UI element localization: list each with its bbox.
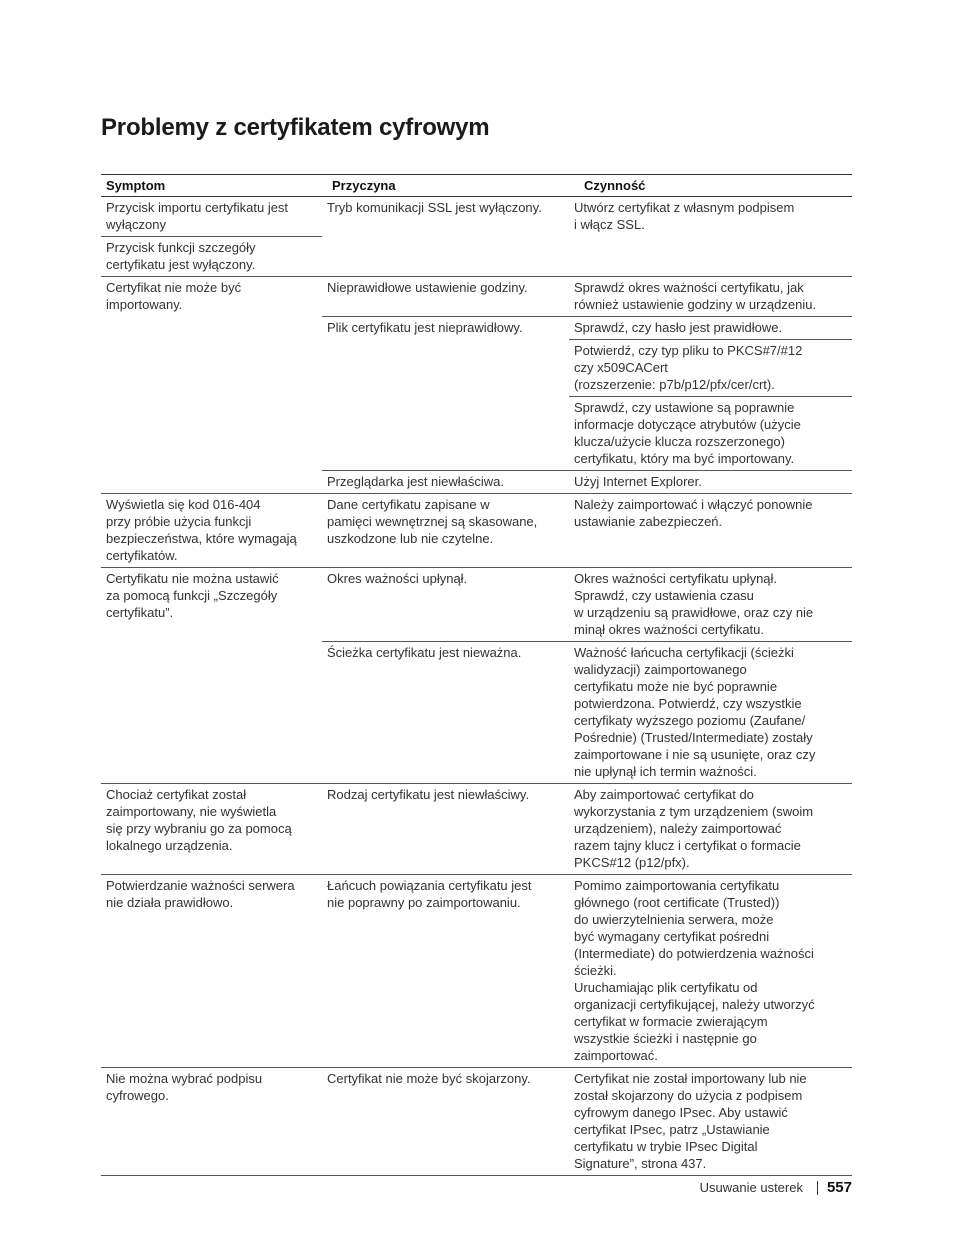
action-list [569,317,852,470]
text-line: Certyfikat nie został importowany lub nie [574,1071,807,1086]
text-line: wykorzystania z tym urządzeniem (swoim [574,804,814,819]
cause-cell [322,642,569,783]
text-line: bezpieczeństwa, które wymagają [106,531,297,546]
symptom-cell [101,277,322,316]
cause-cell [322,277,569,316]
action-cell [569,339,852,396]
action-cell [569,471,852,493]
symptom-column [101,784,322,874]
text-line: Sprawdź, czy hasło jest prawidłowe. [574,320,783,335]
text-line: przy próbie użycia funkcji [106,514,252,529]
action-list [569,784,852,874]
text-line: (rozszerzenie: p7b/p12/pfx/cer/crt). [574,377,775,392]
action-list [569,568,852,641]
action-cell [569,784,852,874]
header-symptom: Symptom [106,178,166,193]
text-line: Łańcuch powiązania certyfikatu jest [327,878,532,893]
symptom-cell [101,494,322,567]
text-line: Nieprawidłowe ustawienie godziny. [327,280,528,295]
text-line: (Intermediate) do potwierdzenia ważności [574,946,814,961]
action-list [569,471,852,493]
cause-row [322,568,852,641]
text-line: wszystkie ścieżki i następnie go [574,1031,757,1046]
text-line: Okres ważności upłynął. [327,571,468,586]
text-line: nie działa prawidłowo. [106,895,234,910]
symptom-cell [101,236,322,276]
text-line: organizacji certyfikującej, należy utworzyć [574,997,815,1012]
table-row-group [101,875,852,1068]
text-line: za pomocą funkcji „Szczegóły [106,588,278,603]
text-line: Certyfikat nie może być skojarzony. [327,1071,531,1086]
text-line: informacje dotyczące atrybutów (użycie [574,417,801,432]
action-list [569,642,852,783]
text-line: Okres ważności certyfikatu upłynął. [574,571,778,586]
symptom-column [101,875,322,1067]
symptom-cell [101,568,322,624]
text-line: importowany. [106,297,183,312]
cause-action-column [322,277,852,493]
symptom-cell [101,875,322,914]
cause-cell [322,1068,569,1175]
text-line: Ścieżka certyfikatu jest nieważna. [327,645,522,660]
text-line: lokalnego urządzenia. [106,838,233,853]
text-line: walidyzacji) zaimportowanego [574,662,747,677]
text-line: zaimportować. [574,1048,658,1063]
symptom-cell [101,784,322,857]
action-cell [569,277,852,316]
text-line: ustawianie zabezpieczeń. [574,514,723,529]
action-cell [569,494,852,533]
troubleshooting-table [101,174,852,1176]
text-line: zaimportowane i nie są usunięte, oraz czy [574,747,816,762]
table-row-group [101,568,852,784]
text-line: certyfikatu, który ma być importowany. [574,451,795,466]
text-line: głównego (root certificate (Trusted)) [574,895,780,910]
action-list [569,875,852,1067]
table-row-group [101,784,852,875]
action-cell [569,317,852,339]
text-line: Sprawdź, czy ustawienia czasu [574,588,754,603]
cause-action-column [322,568,852,783]
text-line: Uruchamiając plik certyfikatu od [574,980,758,995]
table-row-group [101,197,852,277]
action-list [569,494,852,550]
text-line: wyłączony [106,217,166,232]
text-line: Signature”, strona 437. [574,1156,707,1171]
symptom-column [101,1068,322,1175]
cause-row [322,641,852,783]
action-cell [569,197,852,236]
action-cell [569,1068,852,1175]
cause-cell [322,568,569,641]
text-line: Użyj Internet Explorer. [574,474,702,489]
table-row-group [101,277,852,494]
text-line: został skojarzony do użycia z podpisem [574,1088,803,1103]
action-cell [569,875,852,1067]
text-line: uszkodzone lub nie czytelne. [327,531,494,546]
action-cell [569,642,852,783]
text-line: certyfikatu”. [106,605,174,620]
text-line: Tryb komunikacji SSL jest wyłączony. [327,200,542,215]
text-line: w urządzeniu są prawidłowe, oraz czy nie [574,605,814,620]
text-line: razem tajny klucz i certyfikat o formacie [574,838,801,853]
text-line: być wymagany certyfikat pośredni [574,929,770,944]
table-row-group [101,494,852,568]
text-line: nie poprawny po zaimportowaniu. [327,895,521,910]
action-list [569,197,852,236]
footer-section: Usuwanie usterek [699,1180,803,1195]
cause-row [322,470,852,493]
text-line: Plik certyfikatu jest nieprawidłowy. [327,320,523,335]
text-line: certyfikatu jest wyłączony. [106,257,256,272]
text-line: również ustawienie godziny w urządzeniu. [574,297,817,312]
symptom-column [101,568,322,783]
symptom-column [101,494,322,567]
text-line: Certyfikat nie może być [106,280,242,295]
text-line: zaimportowany, nie wyświetla [106,804,277,819]
text-line: się przy wybraniu go za pomocą [106,821,292,836]
text-line: Pośrednie) (Trusted/Intermediate) zostały [574,730,813,745]
action-list [569,1068,852,1175]
cause-row [322,316,852,470]
text-line: pamięci wewnętrznej są skasowane, [327,514,538,529]
text-line: i włącz SSL. [574,217,645,232]
cause-action-column [322,494,852,567]
action-list [569,277,852,316]
text-line: certyfikatu może nie być poprawnie [574,679,778,694]
text-line: Sprawdź, czy ustawione są poprawnie [574,400,795,415]
text-line: minął okres ważności certyfikatu. [574,622,765,637]
text-line: Należy zaimportować i włączyć ponownie [574,497,813,512]
text-line: Przycisk funkcji szczegóły [106,240,256,255]
symptom-column [101,197,322,276]
page-number: 557 [826,1179,852,1196]
action-cell [569,396,852,470]
cause-row [322,1068,852,1175]
text-line: certyfikaty wyższego poziomu (Zaufane/ [574,713,806,728]
cause-row [322,277,852,316]
symptom-cell [101,1068,322,1107]
text-line: certyfikat IPsec, patrz „Ustawianie [574,1122,770,1137]
text-line: potwierdzona. Potwierdź, czy wszystkie [574,696,802,711]
cause-cell [322,494,569,550]
cause-action-column [322,875,852,1067]
text-line: Sprawdź okres ważności certyfikatu, jak [574,280,804,295]
table-row-group [101,1068,852,1176]
text-line: cyfrowym danego IPsec. Aby ustawić [574,1105,788,1120]
table-body [101,197,852,1176]
text-line: certyfikatów. [106,548,178,563]
cause-cell [322,784,569,874]
text-line: Nie można wybrać podpisu [106,1071,263,1086]
text-line: Potwierdź, czy typ pliku to PKCS#7/#12 [574,343,803,358]
cause-row [322,784,852,874]
cause-row [322,494,852,550]
text-line: Chociaż certyfikat został [106,787,247,802]
text-line: Ważność łańcucha certyfikacji (ścieżki [574,645,794,660]
header-cause: Przyczyna [332,178,396,193]
text-line: certyfikatu w trybie IPsec Digital [574,1139,758,1154]
text-line: Pomimo zaimportowania certyfikatu [574,878,780,893]
page-footer [700,1179,852,1196]
text-line: cyfrowego. [106,1088,169,1103]
table-header [101,174,852,197]
cause-cell [322,471,569,493]
header-action: Czynność [584,178,646,193]
text-line: do uwierzytelnienia serwera, może [574,912,774,927]
text-line: Utwórz certyfikat z własnym podpisem [574,200,795,215]
symptom-cell [101,197,322,236]
cause-cell [322,197,569,236]
symptom-column [101,277,322,493]
text-line: Certyfikatu nie można ustawić [106,571,279,586]
cause-action-column [322,1068,852,1175]
cause-row [322,875,852,1067]
cause-action-column [322,197,852,276]
text-line: PKCS#12 (p12/pfx). [574,855,690,870]
text-line: certyfikat w formacie zwierającym [574,1014,768,1029]
text-line: Przeglądarka jest niewłaściwa. [327,474,505,489]
text-line: urządzeniem), należy zaimportować [574,821,782,836]
text-line: klucza/użycie klucza rozszerzonego) [574,434,785,449]
text-line: Przycisk importu certyfikatu jest [106,200,289,215]
text-line: nie upłynął ich termin ważności. [574,764,757,779]
cause-cell [322,317,569,470]
cause-action-column [322,784,852,874]
footer-divider [817,1181,818,1195]
text-line: Dane certyfikatu zapisane w [327,497,490,512]
cause-cell [322,875,569,1067]
text-line: Aby zaimportować certyfikat do [574,787,754,802]
text-line: Rodzaj certyfikatu jest niewłaściwy. [327,787,530,802]
page-title: Problemy z certyfikatem cyfrowym [101,114,490,141]
cause-row [322,197,852,236]
text-line: czy x509CACert [574,360,668,375]
text-line: Potwierdzanie ważności serwera [106,878,295,893]
action-cell [569,568,852,641]
text-line: Wyświetla się kod 016-404 [106,497,261,512]
text-line: ścieżki. [574,963,617,978]
